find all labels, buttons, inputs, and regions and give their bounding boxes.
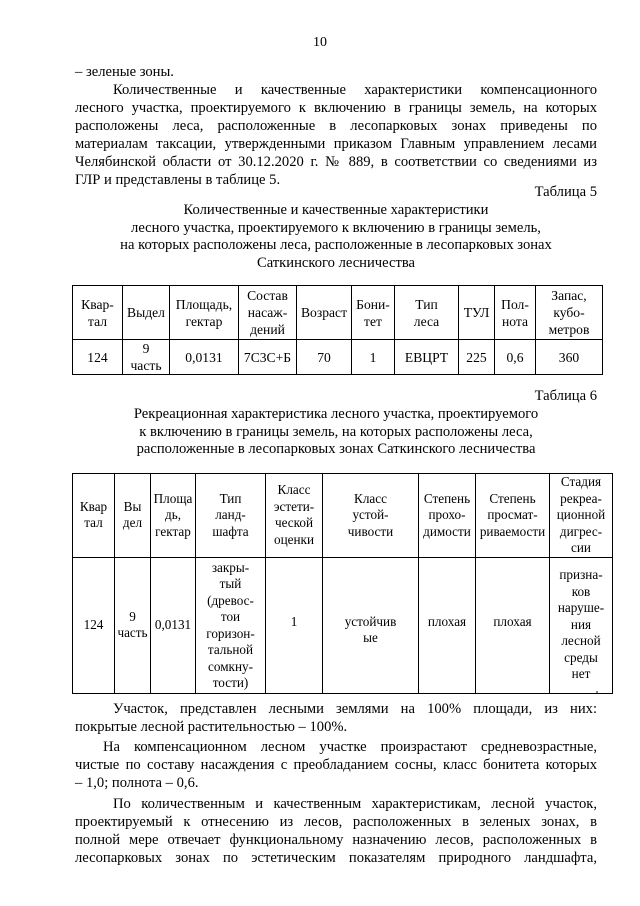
title-line: Рекреационная характеристика лесного участка, проектируемого [133, 406, 539, 422]
text-line: лесопарковых зонах по эстетическим показателям природного ландшафта, [75, 850, 597, 866]
text-line: – 1,0; полнота – 0,6. [75, 775, 199, 791]
text-line: покрытые лесной растительностью – 100%. [75, 719, 348, 735]
paragraph [75, 700, 597, 736]
header-cell: Состав насаж- дений [239, 286, 297, 340]
text-line: полной мере отвечает функциональному назначению лесов, расположенных в [75, 832, 597, 848]
data-cell: 7С3С+Б [239, 340, 297, 375]
title-line: лесного участка, проектируемого к включению в границы земель, [131, 219, 541, 236]
header-cell: Выдел [123, 286, 170, 340]
title-line: Саткинского лесничества [256, 254, 416, 271]
table5-title [75, 202, 597, 272]
header-cell: Запас, кубо- метров [536, 286, 603, 340]
data-cell: плохая [476, 557, 550, 693]
title-line: расположенные в лесопарковых зонах Саткинского лесничества [136, 441, 536, 457]
data-cell: ЕВЦРТ [395, 340, 459, 375]
header-cell: Класс устой- чивости [323, 474, 419, 558]
header-cell: Квар- тал [73, 286, 123, 340]
table6-title [75, 406, 597, 459]
data-cell: 1 [352, 340, 395, 375]
data-cell: 70 [297, 340, 352, 375]
data-cell: 1 [266, 557, 323, 693]
paragraph [75, 795, 597, 867]
header-cell: Квар тал [73, 474, 115, 558]
intro-paragraph [75, 63, 597, 189]
page-number: 10 [313, 35, 327, 50]
text-line: Участок, представлен лесными землями на 100% площади, из них: [113, 701, 597, 717]
data-cell: призна- ков наруше- ния лесной среды нет [550, 557, 613, 693]
header-cell: Стадия рекреа- ционной дигрес- сии [550, 474, 613, 558]
text-line: лесного участка, проектируемого к включению в границы земель, на которых [75, 100, 597, 116]
data-cell: 9 часть [123, 340, 170, 375]
data-cell: 0,6 [495, 340, 536, 375]
table5-label: Таблица 5 [534, 184, 597, 200]
data-cell: 9 часть [115, 557, 151, 693]
text-line: материалам таксации, утвержденными приказом Главным управлением лесами [75, 136, 597, 152]
table5 [72, 285, 603, 375]
data-cell: 124 [73, 557, 115, 693]
header-cell: Тип ланд- шафта [196, 474, 266, 558]
header-cell: Площа дь, гектар [151, 474, 196, 558]
data-cell: 0,0131 [170, 340, 239, 375]
paragraph [75, 738, 597, 792]
text-line: ГЛР и представлены в таблице 5. [75, 172, 281, 188]
data-cell: 124 [73, 340, 123, 375]
text-line: проектируемый к отнесению из лесов, расположенных в зеленых зонах, в [75, 814, 597, 830]
text-line: – зеленые зоны. [75, 64, 174, 80]
table6-label: Таблица 6 [534, 388, 597, 404]
header-cell: Класс эстети- ческой оценки [266, 474, 323, 558]
scan-dot [596, 691, 598, 693]
header-cell: Степень просмат- риваемости [476, 474, 550, 558]
data-cell: 0,0131 [151, 557, 196, 693]
text-line: чистые по составу насаждения с преобладанием сосны, класс бонитета которых [75, 757, 597, 773]
title-line: к включению в границы земель, на которых расположены леса, [139, 423, 533, 440]
header-cell: ТУЛ [459, 286, 495, 340]
table6 [72, 473, 613, 694]
title-line: на которых расположены леса, расположенные в лесопарковых зонах [120, 237, 552, 253]
text-line: Количественные и качественные характеристики компенсационного [113, 82, 597, 98]
title-line: Количественные и качественные характеристики [183, 202, 489, 218]
header-cell: Пол- нота [495, 286, 536, 340]
data-cell: 225 [459, 340, 495, 375]
data-cell: плохая [419, 557, 476, 693]
header-cell: Бони- тет [352, 286, 395, 340]
data-cell: закры- тый (древос- тои горизон- тальной сомкну- тости) [196, 557, 266, 693]
data-cell: 360 [536, 340, 603, 375]
header-cell: Возраст [297, 286, 352, 340]
header-cell: Тип леса [395, 286, 459, 340]
header-cell: Площадь, гектар [170, 286, 239, 340]
text-line: На компенсационном лесном участке произрастают средневозрастные, [103, 739, 597, 755]
text-line: расположены леса, расположенные в лесопарковых зонах приведены по [75, 118, 597, 134]
header-cell: Вы дел [115, 474, 151, 558]
text-line: Челябинской области от 30.12.2020 г. № 889, в соответствии со сведениями из [75, 154, 597, 170]
header-cell: Степень прохо- димости [419, 474, 476, 558]
data-cell: устойчив ые [323, 557, 419, 693]
text-line: По количественным и качественным характеристикам, лесной участок, [113, 796, 597, 812]
